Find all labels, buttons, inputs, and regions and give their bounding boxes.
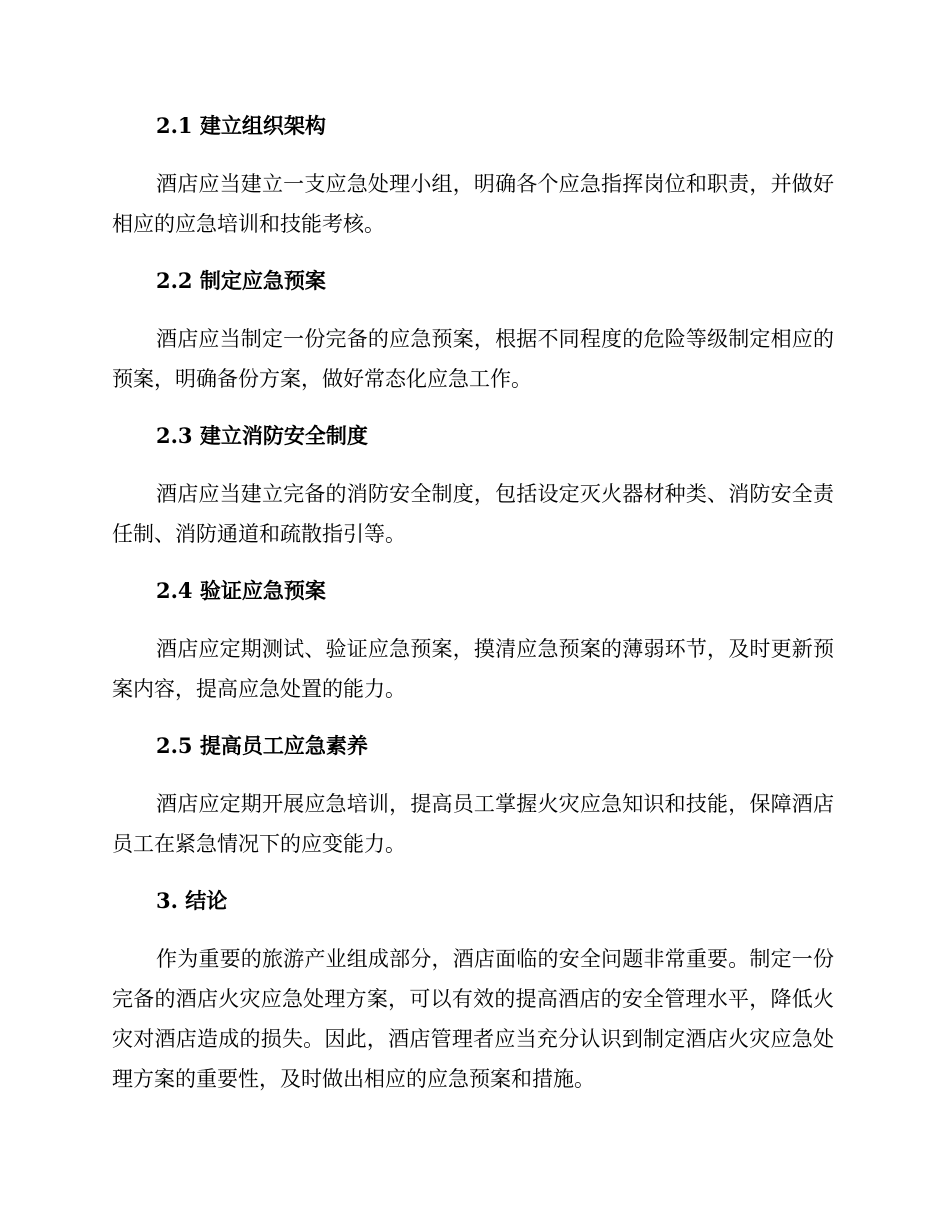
section-heading-2-1: 2.1 建立组织架构 bbox=[156, 113, 326, 138]
section-body-2-3: 酒店应当建立完备的消防安全制度，包括设定灭火器材种类、消防安全责任制、消防通道和疏散指引等。 bbox=[112, 482, 834, 546]
section-body-2-4: 酒店应定期测试、验证应急预案，摸清应急预案的薄弱环节，及时更新预案内容，提高应急处置的能力。 bbox=[112, 637, 834, 701]
section-body-conclusion: 作为重要的旅游产业组成部分，酒店面临的安全问题非常重要。制定一份完备的酒店火灾应急处理方案，可以有效的提高酒店的安全管理水平，降低火灾对酒店造成的损失。因此，酒店管理者应当充分认识到制定酒店火灾应急处理方案的重要性，及时做出相应的应急预案和措施。 bbox=[112, 947, 834, 1091]
section-heading-2-3: 2.3 建立消防安全制度 bbox=[156, 423, 368, 448]
section-heading-2-5: 2.5 提高员工应急素养 bbox=[156, 733, 368, 758]
document-page bbox=[112, 108, 834, 1099]
section-heading-2-4: 2.4 验证应急预案 bbox=[156, 578, 326, 603]
section-body-2-5: 酒店应定期开展应急培训，提高员工掌握火灾应急知识和技能，保障酒店员工在紧急情况下的应变能力。 bbox=[112, 792, 834, 856]
section-body-2-2: 酒店应当制定一份完备的应急预案，根据不同程度的危险等级制定相应的预案，明确备份方案，做好常态化应急工作。 bbox=[112, 327, 834, 391]
section-body-2-1: 酒店应当建立一支应急处理小组，明确各个应急指挥岗位和职责，并做好相应的应急培训和技能考核。 bbox=[112, 172, 834, 236]
section-heading-conclusion: 3. 结论 bbox=[156, 888, 228, 913]
section-heading-2-2: 2.2 制定应急预案 bbox=[156, 268, 326, 293]
